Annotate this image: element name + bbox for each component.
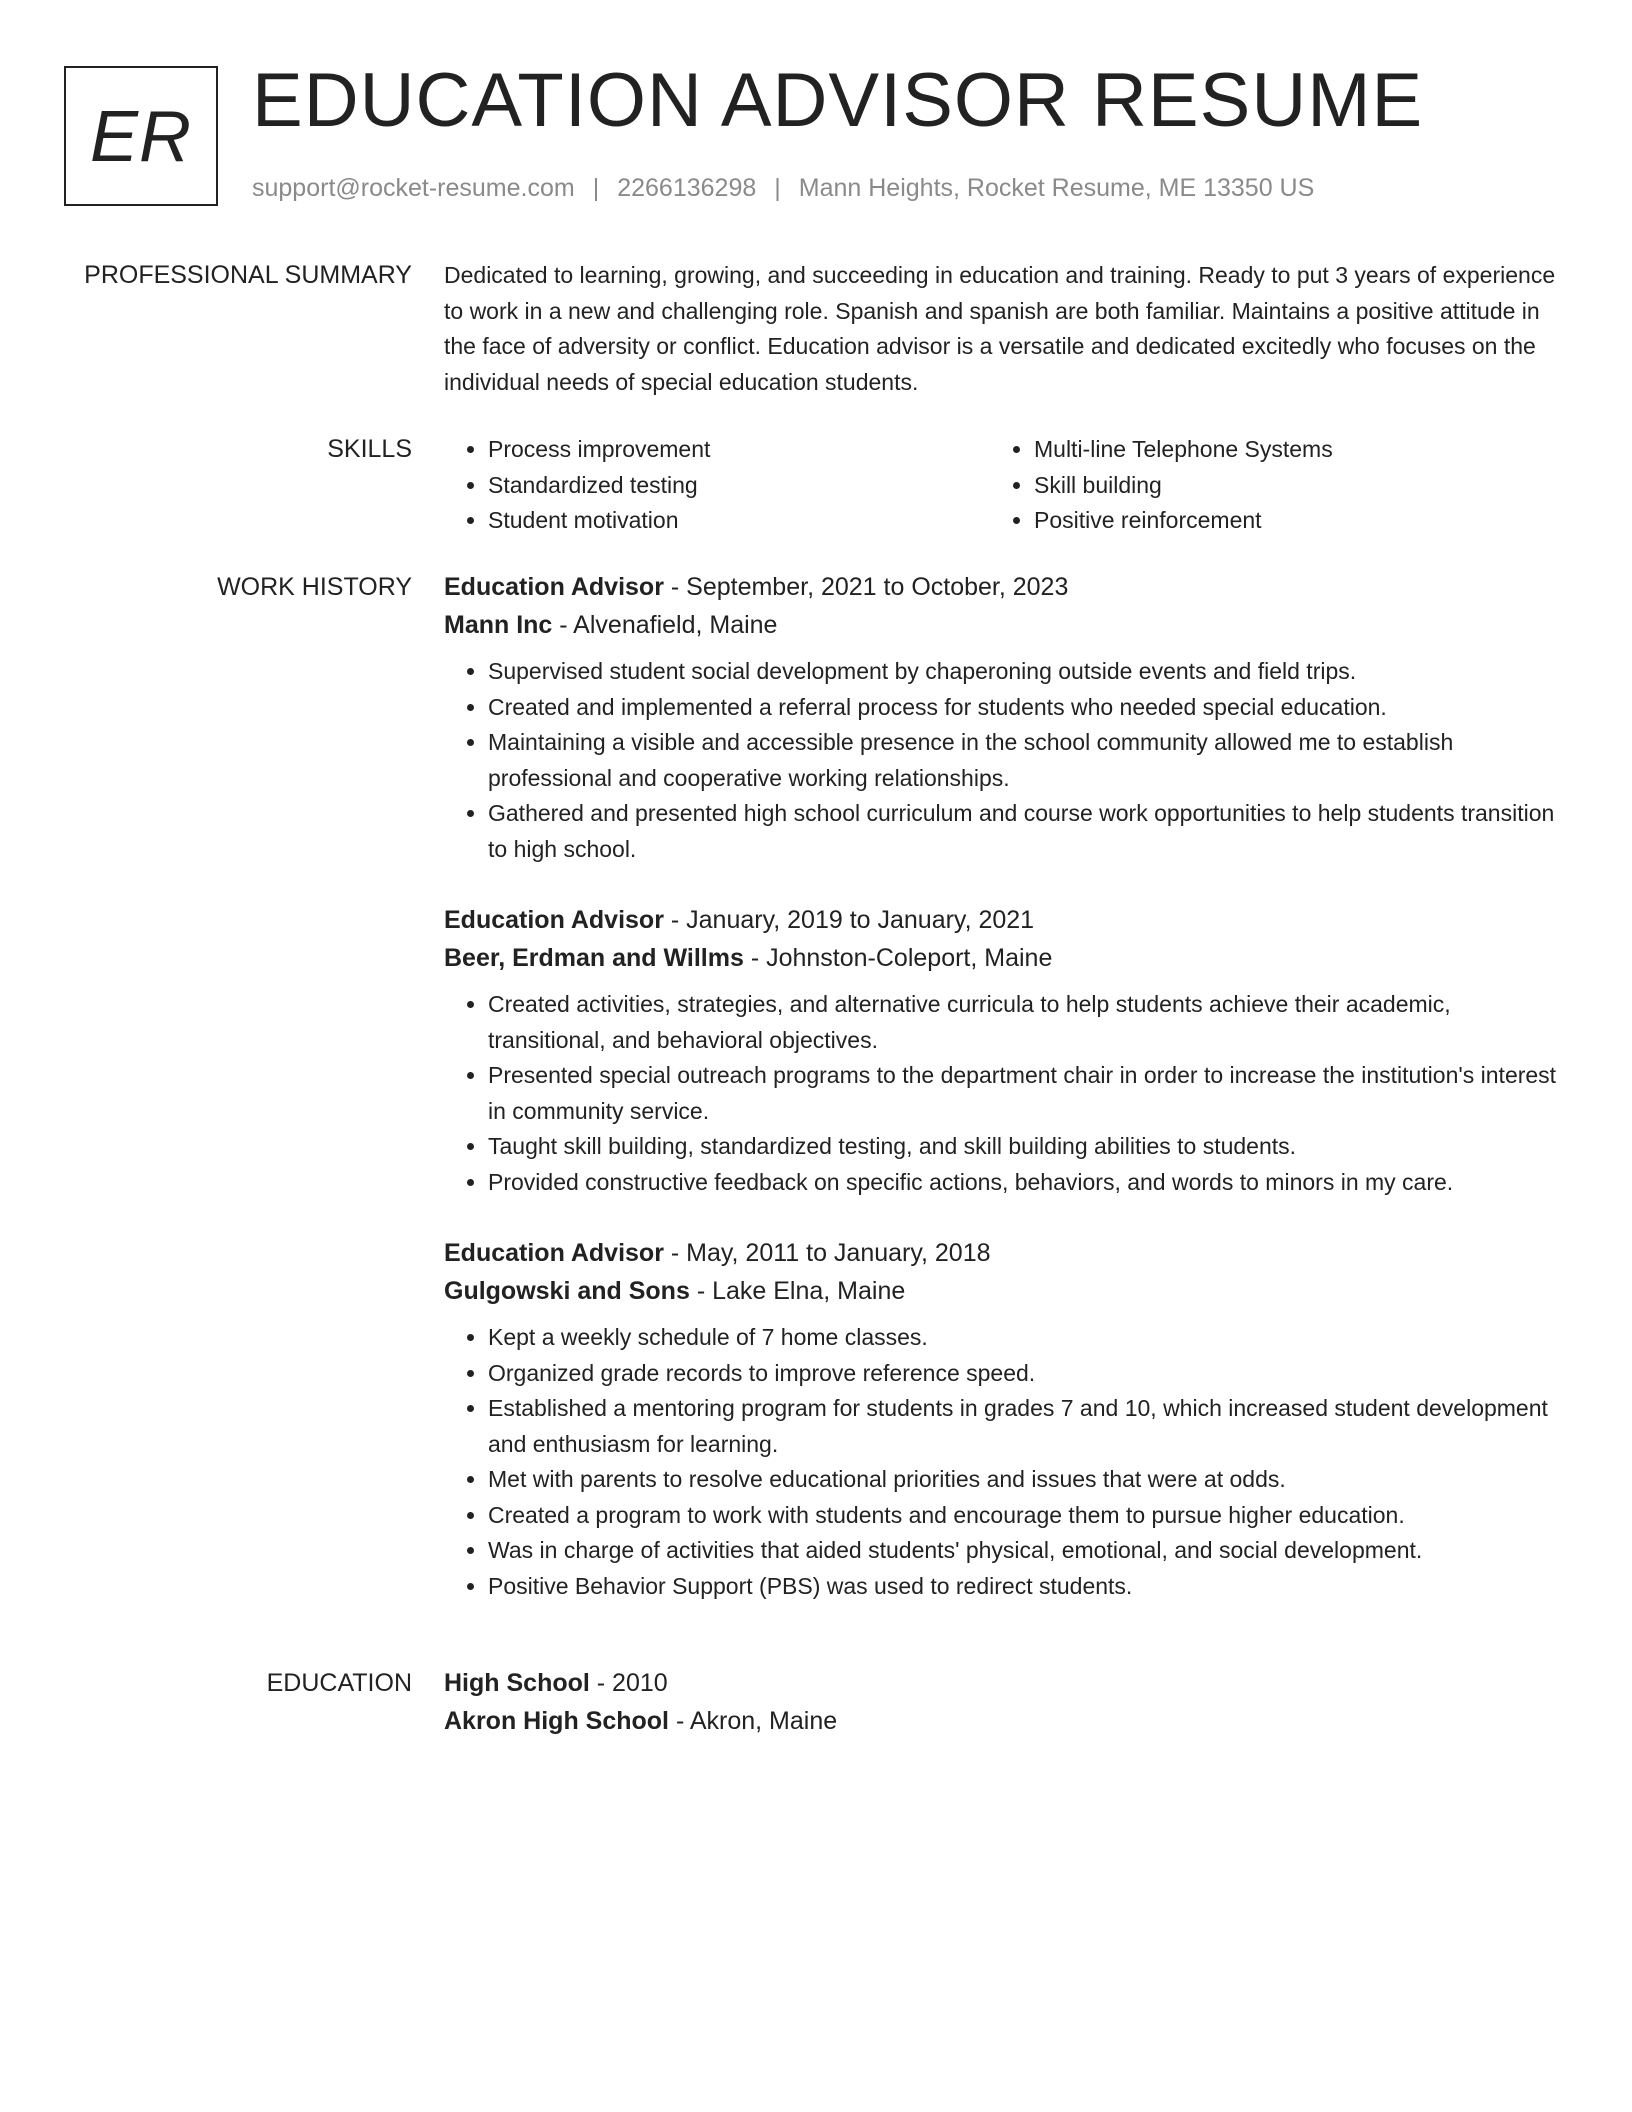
skill-item: • Positive reinforcement [1034, 503, 1536, 539]
skill-item: • Skill building [1034, 468, 1536, 504]
job-company: Mann Inc [444, 611, 553, 639]
job-dates: - January, 2019 to January, 2021 [663, 906, 1035, 934]
skills-heading: SKILLS [327, 435, 412, 463]
skills-columns [444, 432, 1544, 539]
education-year: - 2010 [589, 1669, 668, 1697]
job-company: Beer, Erdman and Willms [444, 944, 744, 972]
contact-email: support@rocket-resume.com [252, 174, 575, 202]
education-degree: High School [444, 1669, 590, 1697]
job-company: Gulgowski and Sons [444, 1277, 690, 1305]
job-title-line [444, 901, 1564, 939]
job-bullet: • Created a program to work with students and encourage them to pursue higher education. [488, 1498, 1564, 1534]
skills-list-right [990, 432, 1536, 539]
job-bullet: • Maintaining a visible and accessible presence in the school community allowed me to establish professional and cooperative working relationships. [488, 725, 1564, 796]
job-location: - Alvenafield, Maine [552, 611, 778, 639]
job-title-line [444, 1234, 1564, 1272]
summary-body [444, 258, 1564, 400]
skill-item: • Student motivation [488, 503, 990, 539]
job-role: Education Advisor [444, 906, 664, 934]
job-dates: - May, 2011 to January, 2018 [663, 1239, 991, 1267]
job-bullet: • Positive Behavior Support (PBS) was used to redirect students. [488, 1569, 1564, 1605]
job-bullet: • Supervised student social development by chaperoning outside events and field trips. [488, 654, 1564, 690]
job-bullet: • Kept a weekly schedule of 7 home classes. [488, 1320, 1564, 1356]
job-bullets [444, 1320, 1564, 1604]
contact-separator: | [592, 174, 600, 202]
job-entry [444, 568, 1564, 867]
education-heading: EDUCATION [266, 1669, 412, 1697]
job-bullet: • Established a mentoring program for students in grades 7 and 10, which increased student development and enthusiasm for learning. [488, 1391, 1564, 1462]
job-bullet: • Presented special outreach programs to the department chair in order to increase the institution's interest in community service. [488, 1058, 1564, 1129]
skills-body [444, 432, 1564, 539]
work-heading: WORK HISTORY [217, 573, 412, 601]
resume-title: EDUCATION ADVISOR RESUME [252, 58, 1424, 143]
education-body [444, 1664, 1564, 1740]
education-degree-line [444, 1664, 1564, 1702]
job-bullet: • Met with parents to resolve educational priorities and issues that were at odds. [488, 1462, 1564, 1498]
summary-text: Dedicated to learning, growing, and succeeding in education and training. Ready to put 3 years of experience to work in a new and challenging role. Spanish and spanish are both familiar. Maintains a positive attitude in the face of adversity or conflict. Education advisor is a versatile and dedicated excitedly who focuses on the individual needs of special education students. [444, 262, 1556, 395]
job-location: - Lake Elna, Maine [689, 1277, 906, 1305]
job-location: - Johnston-Coleport, Maine [743, 944, 1053, 972]
skill-item: • Standardized testing [488, 468, 990, 504]
contact-address: Mann Heights, Rocket Resume, ME 13350 US [798, 174, 1315, 202]
job-dates: - September, 2021 to October, 2023 [663, 573, 1069, 601]
job-bullet: • Taught skill building, standardized testing, and skill building abilities to students. [488, 1129, 1564, 1165]
job-entry [444, 901, 1564, 1200]
job-bullets [444, 987, 1564, 1200]
job-entry [444, 1234, 1564, 1604]
job-bullet: • Was in charge of activities that aided students' physical, emotional, and social development. [488, 1533, 1564, 1569]
job-bullets [444, 654, 1564, 867]
education-location: - Akron, Maine [669, 1707, 838, 1735]
job-company-line [444, 939, 1564, 977]
summary-heading: PROFESSIONAL SUMMARY [84, 261, 412, 289]
work-body [444, 568, 1564, 1638]
job-company-line [444, 1272, 1564, 1310]
skill-item: • Multi-line Telephone Systems [1034, 432, 1536, 468]
job-bullet: • Provided constructive feedback on specific actions, behaviors, and words to minors in my care. [488, 1165, 1564, 1201]
education-school-line [444, 1702, 1564, 1740]
job-role: Education Advisor [444, 573, 664, 601]
contact-phone: 2266136298 [617, 174, 757, 202]
monogram-initials: ER [89, 97, 193, 177]
job-title-line [444, 568, 1564, 606]
job-bullet: • Gathered and presented high school curriculum and course work opportunities to help students transition to high school. [488, 796, 1564, 867]
job-role: Education Advisor [444, 1239, 664, 1267]
job-bullet: • Created and implemented a referral process for students who needed special education. [488, 690, 1564, 726]
contact-separator: | [774, 174, 781, 202]
contact-line [252, 172, 1314, 204]
education-school: Akron High School [444, 1707, 669, 1735]
skills-list-left [444, 432, 990, 539]
job-bullet: • Organized grade records to improve reference speed. [488, 1356, 1564, 1392]
monogram-box [64, 66, 218, 206]
skill-item: • Process improvement [488, 432, 990, 468]
job-bullet: • Created activities, strategies, and alternative curricula to help students achieve their academic, transitional, and behavioral objectives. [488, 987, 1564, 1058]
job-company-line [444, 606, 1564, 644]
